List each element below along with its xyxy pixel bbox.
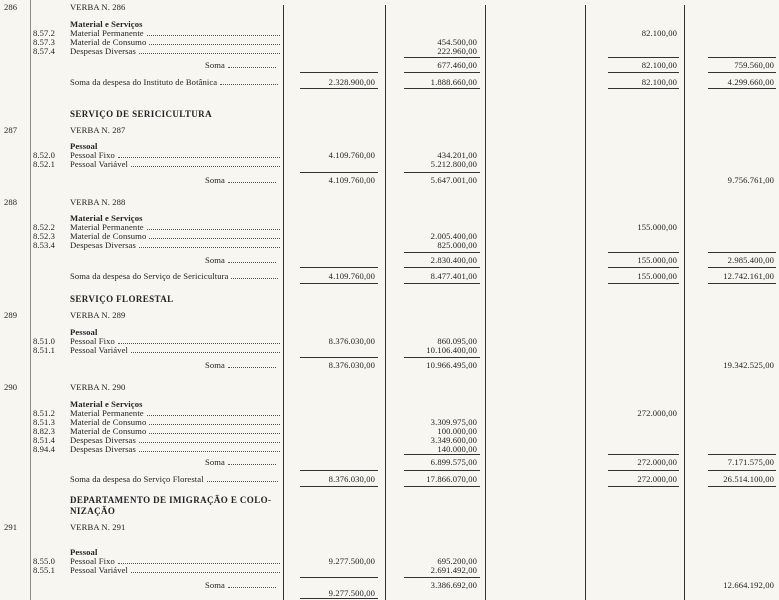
line-label: Despesas Diversas	[70, 435, 136, 445]
line-label: Soma	[205, 175, 225, 185]
line-label: Pessoal Fixo	[70, 556, 115, 566]
account-code: 8.52.2	[33, 222, 56, 232]
amount: 9.756.761,00	[727, 175, 774, 185]
total-rule	[300, 88, 378, 89]
amount: 3.349.600,00	[430, 435, 477, 445]
account-code: 8.57.3	[33, 37, 56, 47]
total-rule	[404, 252, 480, 253]
dot-leader	[118, 563, 280, 564]
total-rule	[300, 72, 378, 73]
amount: 3.309.975,00	[430, 417, 477, 427]
account-code: 8.52.3	[33, 231, 56, 241]
dot-leader	[139, 442, 280, 443]
total-rule	[300, 470, 378, 471]
line-label: Soma da despesa do Instituto de Botânica	[70, 77, 218, 87]
dot-leader	[139, 247, 280, 248]
dot-leader	[228, 587, 276, 588]
verba-number: 289	[4, 310, 18, 320]
verba-heading: VERBA N. 286	[70, 2, 126, 12]
line-label: Soma	[205, 60, 225, 70]
line-label: Despesas Diversas	[70, 240, 136, 250]
dot-leader	[228, 464, 276, 465]
amount: 9.277.500,00	[328, 556, 375, 566]
amount: 4.299.660,00	[727, 77, 774, 87]
verba-heading: VERBA N. 290	[70, 382, 126, 392]
total-rule	[608, 57, 679, 58]
column-rule	[585, 5, 586, 600]
total-rule	[708, 252, 776, 253]
amount: 17.866.070,00	[426, 474, 477, 484]
account-code: 8.55.1	[33, 565, 56, 575]
amount: 10.966.495,00	[426, 360, 477, 370]
total-rule	[404, 357, 480, 358]
amount: 8.376.030,00	[328, 474, 375, 484]
amount: 7.171.575,00	[727, 457, 774, 467]
amount: 272.000,00	[637, 408, 677, 418]
column-rule	[684, 5, 685, 600]
total-rule	[708, 267, 776, 268]
line-label: Soma	[205, 255, 225, 265]
account-code: 8.51.1	[33, 345, 56, 355]
account-code: 8.57.4	[33, 46, 56, 56]
dot-leader	[147, 229, 280, 230]
total-rule	[708, 470, 776, 471]
account-code: 8.51.2	[33, 408, 56, 418]
line-label: Pessoal	[70, 327, 98, 337]
amount: 695.200,00	[437, 556, 477, 566]
total-rule	[404, 72, 480, 73]
line-label: Soma da despesa do Serviço Florestal	[70, 474, 204, 484]
amount: 9.277.500,00	[328, 588, 375, 598]
amount: 860.095,00	[437, 336, 477, 346]
total-rule	[708, 57, 776, 58]
line-label: Material Permanente	[70, 408, 144, 418]
dot-leader	[228, 67, 276, 68]
account-code: 8.57.2	[33, 28, 56, 38]
total-rule	[708, 88, 776, 89]
account-code: 8.52.1	[33, 159, 56, 169]
dot-leader	[139, 53, 280, 54]
account-code: 8.82.3	[33, 426, 56, 436]
verba-number: 286	[4, 2, 18, 12]
verba-heading: VERBA N. 288	[70, 197, 126, 207]
verba-number: 290	[4, 382, 18, 392]
account-code: 8.52.0	[33, 150, 56, 160]
amount: 100.000,00	[437, 426, 477, 436]
line-label: Material de Consumo	[70, 231, 147, 241]
total-rule	[608, 470, 679, 471]
amount: 222.960,00	[437, 46, 477, 56]
line-label: Despesas Diversas	[70, 444, 136, 454]
line-label: Soma	[205, 360, 225, 370]
dot-leader	[131, 572, 280, 573]
account-code: 8.55.0	[33, 556, 56, 566]
amount: 8.376.030,00	[328, 336, 375, 346]
total-rule	[608, 72, 679, 73]
dot-leader	[228, 262, 276, 263]
dot-leader	[147, 35, 280, 36]
account-code: 8.94.4	[33, 444, 56, 454]
section-heading: NIZAÇÃO	[70, 506, 116, 516]
dot-leader	[149, 433, 280, 434]
amount: 155.000,00	[637, 255, 677, 265]
total-rule	[608, 252, 679, 253]
amount: 272.000,00	[637, 474, 677, 484]
dot-leader	[228, 367, 276, 368]
amount: 12.742.161,00	[723, 271, 774, 281]
amount: 3.386.692,00	[430, 580, 477, 590]
column-rule	[485, 5, 486, 600]
line-label: Material de Consumo	[70, 417, 147, 427]
column-rule	[385, 5, 386, 600]
amount: 454.500,00	[437, 37, 477, 47]
dot-leader	[118, 343, 280, 344]
line-label: Material e Serviços	[70, 213, 143, 223]
amount: 272.000,00	[637, 457, 677, 467]
dot-leader	[207, 481, 278, 482]
total-rule	[404, 454, 480, 455]
verba-number: 288	[4, 197, 18, 207]
total-rule	[608, 267, 679, 268]
dot-leader	[231, 278, 278, 279]
amount: 10.106.400,00	[426, 345, 477, 355]
total-rule	[404, 267, 480, 268]
dot-leader	[228, 182, 276, 183]
total-rule	[404, 577, 480, 578]
total-rule	[300, 598, 378, 599]
column-rule	[30, 0, 31, 600]
line-label: Material e Serviços	[70, 399, 143, 409]
line-label: Despesas Diversas	[70, 46, 136, 56]
verba-heading: VERBA N. 289	[70, 310, 126, 320]
line-label: Pessoal Variável	[70, 345, 129, 355]
amount: 6.899.575,00	[430, 457, 477, 467]
amount: 140.000,00	[437, 444, 477, 454]
amount: 5.647.001,00	[430, 175, 477, 185]
amount: 155.000,00	[637, 222, 677, 232]
verba-heading: VERBA N. 291	[70, 522, 126, 532]
total-rule	[608, 283, 679, 284]
amount: 4.109.760,00	[328, 271, 375, 281]
total-rule	[300, 283, 378, 284]
account-code: 8.51.4	[33, 435, 56, 445]
total-rule	[404, 283, 480, 284]
amount: 82.100,00	[641, 60, 677, 70]
total-rule	[708, 72, 776, 73]
amount: 12.664.192,00	[723, 580, 774, 590]
amount: 8.477.401,00	[430, 271, 477, 281]
dot-leader	[220, 84, 278, 85]
total-rule	[404, 57, 480, 58]
amount: 4.109.760,00	[328, 175, 375, 185]
total-rule	[708, 283, 776, 284]
verba-number: 287	[4, 125, 18, 135]
total-rule	[708, 454, 776, 455]
account-code: 8.51.0	[33, 336, 56, 346]
line-label: Pessoal Fixo	[70, 336, 115, 346]
amount: 4.109.760,00	[328, 150, 375, 160]
line-label: Pessoal	[70, 547, 98, 557]
total-rule	[300, 267, 378, 268]
amount: 19.342.525,00	[723, 360, 774, 370]
amount: 434.201,00	[437, 150, 477, 160]
section-heading: SERVIÇO FLORESTAL	[70, 294, 174, 304]
amount: 759.560,00	[734, 60, 774, 70]
amount: 8.376.030,00	[328, 360, 375, 370]
column-rule	[283, 5, 284, 600]
line-label: Material e Serviços	[70, 19, 143, 29]
verba-heading: VERBA N. 287	[70, 125, 126, 135]
verba-number: 291	[4, 522, 18, 532]
total-rule	[608, 486, 679, 487]
total-rule	[404, 486, 480, 487]
account-code: 8.51.3	[33, 417, 56, 427]
total-rule	[608, 454, 679, 455]
line-label: Pessoal Variável	[70, 565, 129, 575]
amount: 155.000,00	[637, 271, 677, 281]
amount: 2.830.400,00	[430, 255, 477, 265]
amount: 5.212.800,00	[430, 159, 477, 169]
total-rule	[608, 88, 679, 89]
total-rule	[300, 486, 378, 487]
line-label: Pessoal Variável	[70, 159, 129, 169]
dot-leader	[118, 157, 280, 158]
amount: 26.514.100,00	[723, 474, 774, 484]
amount: 2.005.400,00	[430, 231, 477, 241]
dot-leader	[147, 415, 280, 416]
line-label: Soma	[205, 580, 225, 590]
total-rule	[404, 470, 480, 471]
total-rule	[300, 172, 378, 173]
dot-leader	[131, 166, 280, 167]
line-label: Material Permanente	[70, 222, 144, 232]
total-rule	[708, 486, 776, 487]
dot-leader	[131, 352, 280, 353]
total-rule	[404, 88, 480, 89]
line-label: Pessoal	[70, 141, 98, 151]
line-label: Material de Consumo	[70, 37, 147, 47]
dot-leader	[149, 424, 280, 425]
amount: 2.328.900,00	[328, 77, 375, 87]
amount: 82.100,00	[641, 28, 677, 38]
total-rule	[300, 357, 378, 358]
line-label: Soma da despesa do Serviço de Sericicultura	[70, 271, 229, 281]
line-label: Material Permanente	[70, 28, 144, 38]
dot-leader	[139, 451, 280, 452]
total-rule	[300, 577, 378, 578]
line-label: Pessoal Fixo	[70, 150, 115, 160]
dot-leader	[149, 44, 280, 45]
amount: 2.985.400,00	[727, 255, 774, 265]
account-code: 8.53.4	[33, 240, 56, 250]
amount: 1.888.660,00	[430, 77, 477, 87]
section-heading: DEPARTAMENTO DE IMIGRAÇÃO E COLO-	[70, 495, 272, 505]
total-rule	[404, 172, 480, 173]
amount: 2.691.492,00	[430, 565, 477, 575]
amount: 677.460,00	[437, 60, 477, 70]
line-label: Material de Consumo	[70, 426, 147, 436]
amount: 82.100,00	[641, 77, 677, 87]
dot-leader	[149, 238, 280, 239]
line-label: Soma	[205, 457, 225, 467]
amount: 825.000,00	[437, 240, 477, 250]
section-heading: SERVIÇO DE SERICICULTURA	[70, 109, 212, 119]
